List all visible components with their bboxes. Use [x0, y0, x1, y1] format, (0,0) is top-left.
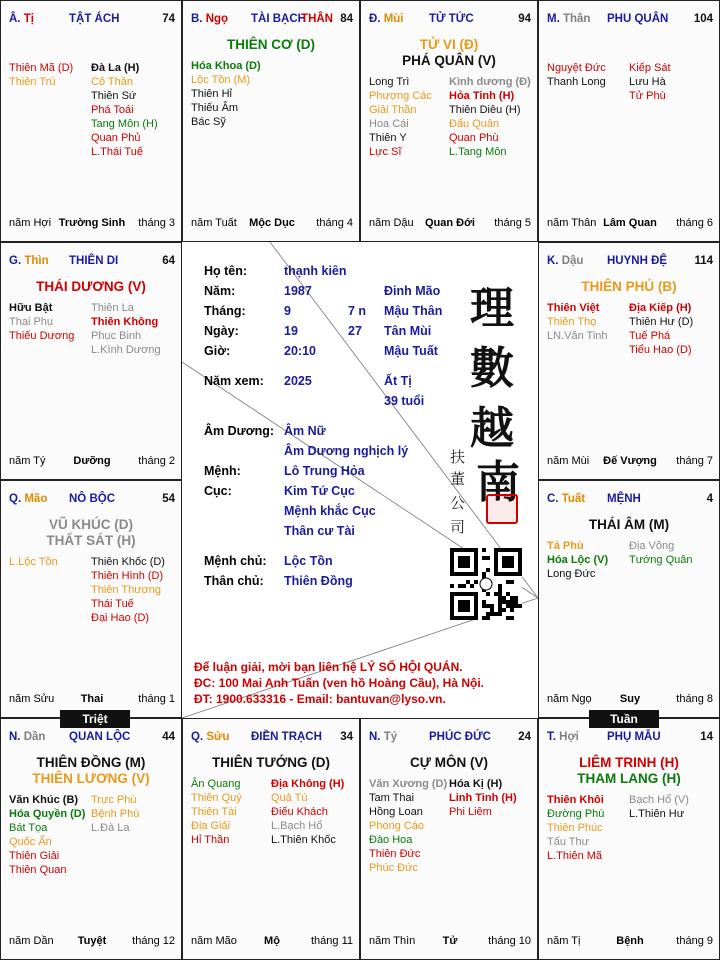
- day-canchi: Tân Mùi: [384, 324, 432, 338]
- star-right: Đà La (H): [91, 62, 140, 74]
- main-star: THIÊN LƯƠNG (V): [32, 771, 150, 786]
- star-right: Quả Tú: [271, 792, 308, 804]
- palace-position: C. Tuất: [547, 493, 586, 505]
- hour-canchi: Mậu Tuất: [384, 344, 438, 358]
- palace-year: năm Tuất: [191, 217, 237, 229]
- star-left: Thiên Tài: [191, 806, 237, 818]
- star-left: Giải Thần: [369, 104, 417, 116]
- palace-month: tháng 3: [138, 217, 175, 229]
- palace-name: QUAN LỘC: [69, 731, 131, 743]
- palace-header: [7, 255, 175, 269]
- life-stage: Mộ: [264, 935, 280, 947]
- palace-footer: [9, 693, 175, 707]
- star-left: Thiên Việt: [547, 302, 600, 314]
- life-stage: Trường Sinh: [58, 217, 126, 229]
- palace-name: TÀI BẠCH: [251, 13, 306, 25]
- logo-char-2: 數: [470, 343, 514, 394]
- star-right: Địa Võng: [629, 540, 675, 552]
- palace-month: tháng 12: [132, 935, 175, 947]
- palace-header: [545, 731, 713, 745]
- star-right: Hỏa Tinh (H): [449, 90, 515, 102]
- palace-year: năm Mùi: [547, 455, 590, 467]
- star-right: Tuế Phá: [629, 330, 671, 342]
- palace-footer: [9, 935, 175, 949]
- palace-month: tháng 5: [494, 217, 531, 229]
- palace-header: [545, 13, 713, 27]
- star-left: Thiên Quan: [9, 864, 67, 876]
- star-right: Thiên Hư (D): [629, 316, 694, 328]
- life-stage: Bệnh: [616, 935, 644, 947]
- star-left: Thiên Giải: [9, 850, 60, 862]
- red-seal: [486, 494, 518, 524]
- star-right: L.Thiên Hư: [629, 808, 685, 820]
- star-right: Địa Kiếp (H): [629, 302, 692, 314]
- than-marker: THÂN: [301, 13, 333, 25]
- star-left: Thiên Phúc: [547, 822, 603, 834]
- palace-name: PHỤ MẪU: [607, 731, 661, 743]
- palace-number: 4: [706, 493, 713, 505]
- palace-position: Đ. Mùi: [369, 13, 404, 25]
- palace-number: 104: [693, 13, 713, 25]
- star-left: Địa Giải: [191, 820, 231, 832]
- cuc-label: Cục:: [204, 484, 232, 498]
- star-left: Thiên Trù: [9, 76, 56, 88]
- star-left: Thiên Mã (D): [9, 62, 74, 74]
- palace-footer: [547, 217, 713, 231]
- palace-name: HUYNH ĐỆ: [607, 255, 668, 267]
- star-right: L.Kình Dương: [91, 344, 161, 356]
- star-left: Thiên Đức: [369, 848, 421, 860]
- name-value: thạnh kiên: [284, 264, 347, 278]
- than-chu-label: Thân chủ:: [204, 574, 264, 588]
- palace-position: B. Ngọ: [191, 13, 229, 25]
- star-left: Long Trì: [369, 76, 410, 88]
- main-star: THẤT SÁT (H): [46, 533, 136, 548]
- palace-dau: [538, 242, 720, 480]
- palace-footer: [9, 455, 175, 469]
- star-left: Tấu Thư: [547, 836, 590, 848]
- star-right: Tiểu Hao (D): [629, 344, 692, 356]
- star-right: Thiên Không: [91, 316, 159, 328]
- palace-month: tháng 9: [676, 935, 713, 947]
- earthly-branch: Tý: [383, 731, 398, 743]
- palace-footer: [369, 935, 531, 949]
- palace-tuat: [538, 480, 720, 718]
- palace-position: K. Dậu: [547, 255, 584, 267]
- star-left: Bát Tọa: [9, 822, 48, 834]
- star-left: Thiếu Dương: [9, 330, 75, 342]
- main-star: THIÊN PHỦ (B): [581, 279, 677, 294]
- palace-name: PHU QUÂN: [607, 13, 669, 25]
- star-right: L.Thái Tuế: [91, 146, 143, 158]
- star-right: Thiên Diêu (H): [449, 104, 521, 116]
- star-right: Quan Phù: [449, 132, 499, 144]
- palace-month: tháng 1: [138, 693, 175, 705]
- palace-footer: [191, 935, 353, 949]
- palace-name: NÔ BỘC: [69, 493, 115, 505]
- palace-year: năm Sửu: [9, 693, 55, 705]
- star-left: Nguyệt Đức: [547, 62, 606, 74]
- palace-number: 34: [340, 731, 353, 743]
- palace-month: tháng 4: [316, 217, 353, 229]
- tuan-marker: Tuần: [589, 710, 659, 728]
- side-char-1: 扶: [450, 448, 466, 466]
- star-right: Phi Liêm: [449, 806, 492, 818]
- earthly-branch: Sửu: [206, 731, 230, 743]
- star-right: Phục Binh: [91, 330, 142, 342]
- star-right: Đẩu Quân: [449, 118, 500, 130]
- palace-position: T. Hợi: [547, 731, 579, 743]
- star-right: Điếu Khách: [271, 806, 328, 818]
- star-right: Kình dương (Đ): [449, 76, 531, 88]
- than-chu-value: Thiên Đồng: [284, 574, 353, 588]
- palace-name: THIÊN DI: [69, 255, 119, 267]
- palace-year: năm Dần: [9, 935, 54, 947]
- palace-header: [7, 731, 175, 745]
- palace-month: tháng 10: [488, 935, 531, 947]
- palace-number: 74: [162, 13, 175, 25]
- life-stage: Dưỡng: [73, 455, 111, 467]
- main-star: THÁI ÂM (M): [588, 517, 670, 532]
- life-stage: Thai: [80, 693, 104, 705]
- main-star: THIÊN ĐỒNG (M): [36, 755, 146, 770]
- cuc-value: Kim Tứ Cục: [284, 484, 355, 498]
- palace-than: [538, 0, 720, 242]
- star-left: Bác Sỹ: [191, 116, 226, 128]
- palace-mao: [0, 480, 182, 718]
- earthly-branch: Hợi: [559, 731, 579, 743]
- star-left: Hồng Loan: [369, 806, 423, 818]
- palace-header: [545, 255, 713, 269]
- palace-number: 84: [340, 13, 353, 25]
- side-char-3: 公: [450, 494, 466, 512]
- star-right: Kiếp Sát: [629, 62, 671, 74]
- palace-footer: [369, 217, 531, 231]
- palace-header: [545, 493, 713, 507]
- star-left: Đào Hoa: [369, 834, 413, 846]
- star-left: LN.Văn Tinh: [547, 330, 608, 342]
- earthly-branch: Thân: [562, 13, 591, 25]
- palace-footer: [191, 217, 353, 231]
- month-value: 9: [284, 304, 291, 318]
- palace-number: 114: [694, 255, 713, 267]
- view-year-label: Năm xem:: [204, 374, 264, 388]
- palace-name: TỬ TỨC: [429, 13, 474, 25]
- month-lunar: 7 n: [348, 304, 367, 318]
- palace-ngo: [182, 0, 360, 242]
- logo-char-4: 南: [476, 457, 520, 508]
- main-star: THAM LANG (H): [577, 771, 681, 786]
- palace-header: [189, 13, 353, 27]
- star-right: Cô Thần: [91, 76, 133, 88]
- star-right: Tướng Quân: [629, 554, 693, 566]
- day-label: Ngày:: [204, 324, 239, 338]
- palace-number: 24: [518, 731, 531, 743]
- star-left: Hữu Bật: [9, 302, 53, 314]
- star-left: Văn Xương (D): [369, 778, 448, 790]
- life-stage: Lâm Quan: [603, 217, 657, 229]
- logo-char-3: 越: [470, 403, 514, 454]
- star-left: Hóa Quyền (D): [9, 808, 86, 820]
- palace-footer: [9, 217, 175, 231]
- main-star: THIÊN CƠ (D): [226, 37, 315, 52]
- star-left: L.Thiên Mã: [547, 850, 603, 862]
- main-star: VŨ KHÚC (D): [49, 517, 133, 532]
- palace-number: 14: [700, 731, 713, 743]
- star-left: Văn Khúc (B): [9, 794, 79, 806]
- contact-line-2: ĐC: 100 Mai Anh Tuấn (ven hồ Hoàng Cầu), Hà Nội.: [194, 676, 485, 690]
- star-right: Tử Phù: [629, 90, 666, 102]
- palace-month: tháng 6: [676, 217, 713, 229]
- palace-footer: [547, 693, 713, 707]
- palace-year: năm Dậu: [369, 217, 414, 229]
- star-left: Thiên Thọ: [547, 316, 597, 328]
- star-right: Thiên La: [91, 302, 134, 314]
- palace-number: 44: [162, 731, 175, 743]
- palace-name: MỆNH: [607, 493, 641, 505]
- star-right: Bệnh Phù: [91, 808, 140, 820]
- star-left: Quốc Ấn: [9, 836, 52, 848]
- star-right: Thiên Khốc (D): [91, 556, 165, 568]
- earthly-branch: Tuất: [561, 493, 586, 505]
- star-left: Thiên Khôi: [547, 794, 604, 806]
- star-left: Hóa Khoa (D): [191, 60, 261, 72]
- palace-position: M. Thân: [547, 13, 591, 25]
- star-left: Phượng Các: [369, 90, 432, 102]
- side-char-4: 司: [450, 518, 466, 536]
- side-char-2: 董: [450, 470, 466, 488]
- palace-suu: [182, 718, 360, 960]
- palace-year: năm Thân: [547, 217, 597, 229]
- earthly-branch: Dậu: [561, 255, 584, 267]
- palace-position: G. Thìn: [9, 255, 49, 267]
- palace-footer: [547, 455, 713, 469]
- star-right: Thiên Thương: [91, 584, 162, 596]
- palace-month: tháng 2: [138, 455, 175, 467]
- year-value: 1987: [284, 284, 312, 298]
- star-left: Thiên Hỉ: [191, 88, 232, 100]
- star-left: Hóa Lộc (V): [547, 554, 609, 566]
- palace-year: năm Ngọ: [547, 693, 592, 705]
- amduong-value: Âm Nữ: [284, 424, 326, 438]
- star-left: Tam Thai: [369, 792, 415, 804]
- star-left: Đường Phù: [547, 808, 605, 820]
- amduong-note: Âm Dương nghịch lý: [284, 444, 409, 458]
- palace-number: 94: [518, 13, 531, 25]
- main-star: THÁI DƯƠNG (V): [36, 279, 146, 294]
- star-right: L.Bạch Hổ: [271, 820, 323, 832]
- year-label: Năm:: [204, 284, 236, 298]
- month-canchi: Mậu Thân: [384, 304, 443, 318]
- age-value: 39 tuổi: [384, 394, 425, 408]
- palace-ti: [360, 718, 538, 960]
- palace-position: Q. Mão: [9, 493, 48, 505]
- hour-label: Giờ:: [204, 344, 231, 358]
- amduong-label: Âm Dương:: [204, 424, 275, 438]
- palace-month: tháng 8: [676, 693, 713, 705]
- contact-line-1: Để luận giải, mời bạn liên hệ LÝ SỐ HỘI QUÁN.: [194, 660, 463, 674]
- palace-header: [7, 493, 175, 507]
- star-left: Thiên Quý: [191, 792, 242, 804]
- palace-year: năm Tị: [547, 935, 581, 947]
- earthly-branch: Mão: [24, 493, 48, 505]
- palace-ty: [0, 0, 182, 242]
- main-star: TỬ VI (Đ): [419, 37, 479, 52]
- star-right: L.Tang Môn: [449, 146, 507, 158]
- star-left: Lộc Tồn (M): [191, 74, 251, 86]
- star-right: Đại Hao (D): [91, 612, 150, 624]
- star-right: Tang Môn (H): [91, 118, 158, 130]
- star-left: Phong Cáo: [369, 820, 425, 832]
- star-right: Linh Tinh (H): [449, 792, 517, 804]
- palace-year: năm Mão: [191, 935, 237, 947]
- earthly-branch: Mùi: [383, 13, 404, 25]
- year-canchi: Đinh Mão: [384, 284, 441, 298]
- menh-label: Mệnh:: [204, 464, 241, 478]
- qr-code[interactable]: [450, 548, 522, 620]
- earthly-branch: Thìn: [24, 255, 49, 267]
- star-right: Địa Không (H): [271, 778, 345, 790]
- view-year-value: 2025: [284, 374, 312, 388]
- life-stage: Suy: [619, 693, 641, 705]
- palace-name: ĐIỀN TRẠCH: [251, 731, 322, 743]
- palace-position: N. Tý: [369, 731, 398, 743]
- star-right: Phá Toái: [91, 104, 134, 116]
- life-stage: Quan Đới: [425, 217, 475, 229]
- palace-header: [189, 731, 353, 745]
- palace-mui: [360, 0, 538, 242]
- star-left: Hoa Cái: [369, 118, 409, 130]
- star-left: Hỉ Thần: [191, 834, 230, 846]
- star-right: Trực Phù: [91, 794, 137, 806]
- main-star: CỰ MÔN (V): [410, 755, 488, 770]
- life-stage: Tử: [442, 935, 458, 947]
- day-value: 19: [284, 324, 298, 338]
- palace-position: N. Dần: [9, 731, 46, 743]
- palace-dan: [0, 718, 182, 960]
- triet-marker: Triệt: [60, 710, 130, 728]
- star-left: Tả Phù: [547, 540, 584, 552]
- star-left: Thai Phụ: [9, 316, 54, 328]
- star-left: Lực Sĩ: [369, 146, 402, 158]
- palace-month: tháng 7: [676, 455, 713, 467]
- star-right: Thái Tuế: [91, 598, 134, 610]
- star-right: Bạch Hổ (V): [629, 794, 689, 806]
- cuc-note: Mệnh khắc Cục: [284, 504, 376, 518]
- life-stage: Đế Vượng: [603, 455, 657, 467]
- star-right: Thiên Hình (D): [91, 570, 164, 582]
- star-right: Hóa Kị (H): [449, 778, 503, 790]
- palace-position: Q. Sửu: [191, 731, 230, 743]
- palace-header: [367, 13, 531, 27]
- earthly-branch: Ngọ: [205, 13, 229, 25]
- star-left: Phúc Đức: [369, 862, 418, 874]
- earthly-branch: Dần: [23, 731, 46, 743]
- palace-number: 54: [162, 493, 175, 505]
- star-left: Ân Quang: [191, 778, 241, 790]
- palace-header: [7, 13, 175, 27]
- palace-number: 64: [162, 255, 175, 267]
- palace-month: tháng 11: [310, 935, 353, 947]
- life-stage: Mộc Dục: [249, 217, 295, 229]
- star-right: Quan Phủ: [91, 132, 141, 144]
- palace-thin: [0, 242, 182, 480]
- palace-name: TẬT ÁCH: [69, 13, 120, 25]
- palace-hoi: [538, 718, 720, 960]
- palace-year: năm Tý: [9, 455, 46, 467]
- palace-footer: [547, 935, 713, 949]
- life-stage: Tuyệt: [77, 935, 107, 947]
- main-star: LIÊM TRINH (H): [579, 755, 679, 770]
- star-right: Thiên Sứ: [91, 90, 137, 102]
- earthly-branch: Tị: [23, 13, 34, 25]
- star-left: Thiên Y: [369, 132, 407, 144]
- star-right: L.Thiên Khốc: [271, 834, 336, 846]
- name-label: Họ tên:: [204, 264, 248, 278]
- star-left: Thanh Long: [547, 76, 606, 88]
- main-star: THIÊN TƯỚNG (D): [212, 755, 330, 770]
- than-cu: Thân cư Tài: [284, 524, 355, 538]
- palace-name: PHÚC ĐỨC: [429, 731, 491, 743]
- star-right: L.Đà La: [91, 822, 130, 834]
- contact-line-3: ĐT: 1900.633316 - Email: bantuvan@lyso.vn.: [194, 692, 446, 706]
- star-right: Lưu Hà: [629, 76, 666, 88]
- view-year-canchi: Ất Tị: [384, 374, 412, 388]
- main-star: PHÁ QUÂN (V): [402, 53, 496, 68]
- palace-year: năm Hợi: [9, 217, 52, 229]
- palace-year: năm Thìn: [369, 935, 416, 947]
- menh-value: Lô Trung Hỏa: [284, 464, 365, 478]
- month-label: Tháng:: [204, 304, 246, 318]
- hour-value: 20:10: [284, 344, 316, 358]
- menh-chu-label: Mệnh chủ:: [204, 554, 267, 568]
- day-lunar: 27: [348, 324, 362, 338]
- star-left: L.Lộc Tồn: [9, 556, 58, 568]
- logo-char-1: 理: [470, 283, 514, 334]
- menh-chu-value: Lộc Tồn: [284, 554, 333, 568]
- star-left: Thiếu Âm: [191, 102, 239, 114]
- star-left: Long Đức: [547, 568, 596, 580]
- palace-position: Â. Tị: [9, 13, 34, 25]
- palace-header: [367, 731, 531, 745]
